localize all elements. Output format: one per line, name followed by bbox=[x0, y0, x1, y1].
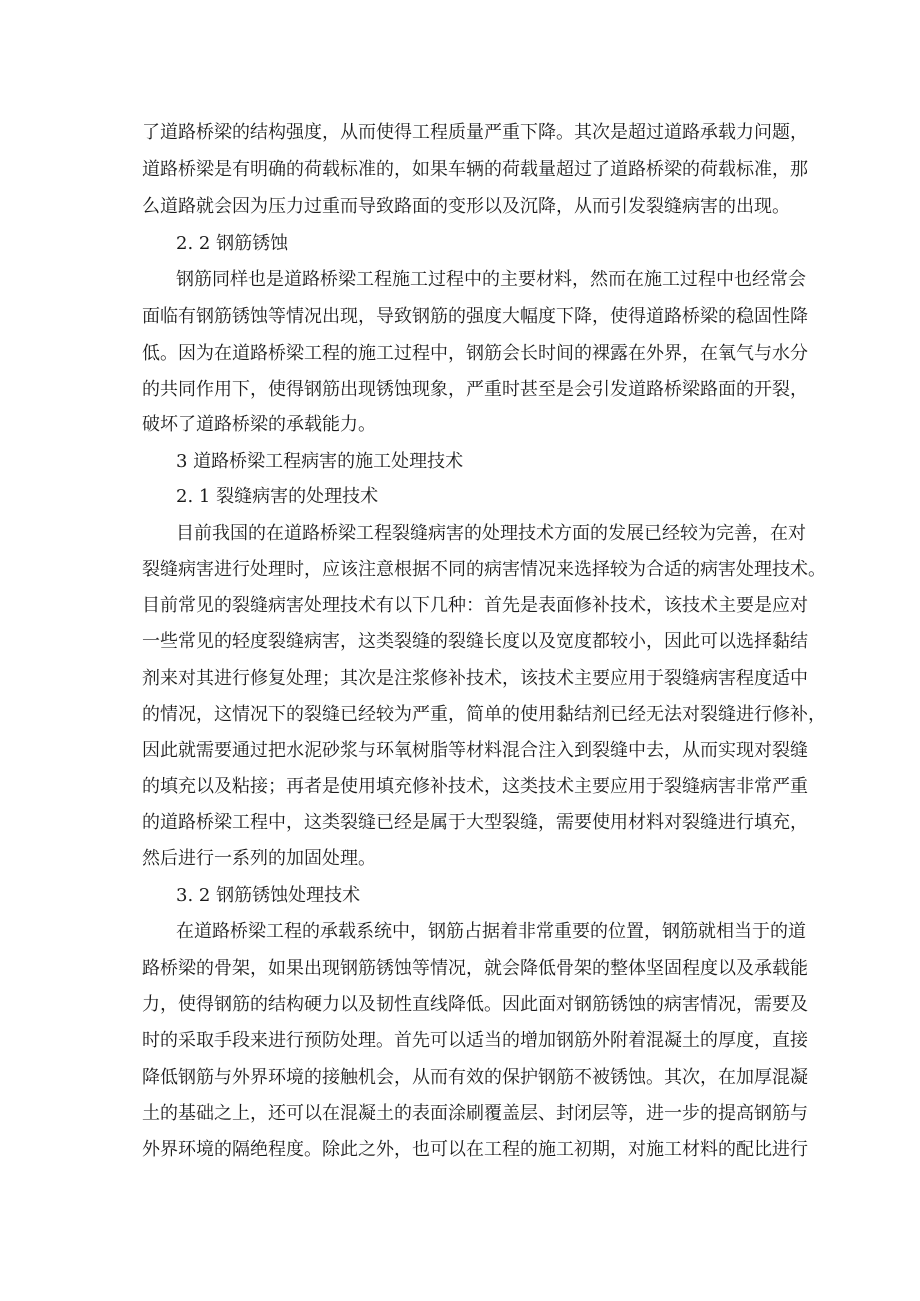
section-heading: 2. 1 裂缝病害的处理技术 bbox=[176, 486, 379, 507]
text-line: 的填充以及粘接；再者是使用填充修补技术，这类技术主要应用于裂缝病害非常严重 bbox=[142, 776, 808, 797]
text-line: 目前我国的在道路桥梁工程裂缝病害的处理技术方面的发展已经较为完善，在对 bbox=[176, 523, 806, 544]
text-line: 的情况，这情况下的裂缝已经较为严重，简单的使用黏结剂已经无法对裂缝进行修补， bbox=[142, 704, 826, 725]
text-line: 的道路桥梁工程中，这类裂缝已经是属于大型裂缝，需要使用材料对裂缝进行填充， bbox=[142, 812, 808, 833]
chapter-heading: 3 道路桥梁工程病害的施工处理技术 bbox=[176, 451, 464, 472]
text-line: 道路桥梁是有明确的荷载标准的，如果车辆的荷载量超过了道路桥梁的荷载标准，那 bbox=[142, 159, 808, 180]
section-heading: 3. 2 钢筋锈蚀处理技术 bbox=[176, 885, 361, 906]
text-line: 破坏了道路桥梁的承载能力。 bbox=[142, 414, 376, 435]
text-line: 因此就需要通过把水泥砂浆与环氧树脂等材料混合注入到裂缝中去，从而实现对裂缝 bbox=[142, 740, 808, 761]
text-line: 降低钢筋与外界环境的接触机会，从而有效的保护钢筋不被锈蚀。其次，在加厚混凝 bbox=[142, 1067, 808, 1088]
text-line: 然后进行一系列的加固处理。 bbox=[142, 848, 376, 869]
text-line: 时的采取手段来进行预防处理。首先可以适当的增加钢筋外附着混凝土的厚度，直接 bbox=[142, 1030, 808, 1051]
text-line: 目前常见的裂缝病害处理技术有以下几种：首先是表面修补技术，该技术主要是应对 bbox=[142, 595, 808, 616]
section-heading: 2. 2 钢筋锈蚀 bbox=[176, 233, 289, 254]
text-line: 了道路桥梁的结构强度，从而使得工程质量严重下降。其次是超过道路承载力问题， bbox=[142, 122, 808, 143]
text-line: 的共同作用下，使得钢筋出现锈蚀现象，严重时甚至是会引发道路桥梁路面的开裂， bbox=[142, 379, 808, 400]
text-line: 一些常见的轻度裂缝病害，这类裂缝的裂缝长度以及宽度都较小，因此可以选择黏结 bbox=[142, 631, 808, 652]
text-line: 路桥梁的骨架，如果出现钢筋锈蚀等情况，就会降低骨架的整体坚固程度以及承载能 bbox=[142, 958, 808, 979]
text-line: 力，使得钢筋的结构硬力以及韧性直线降低。因此面对钢筋锈蚀的病害情况，需要及 bbox=[142, 994, 808, 1015]
text-line: 在道路桥梁工程的承载系统中，钢筋占据着非常重要的位置，钢筋就相当于的道 bbox=[176, 921, 806, 942]
text-line: 钢筋同样也是道路桥梁工程施工过程中的主要材料，然而在施工过程中也经常会 bbox=[176, 269, 806, 290]
text-line: 外界环境的隔绝程度。除此之外，也可以在工程的施工初期，对施工材料的配比进行 bbox=[142, 1139, 808, 1160]
text-line: 剂来对其进行修复处理；其次是注浆修补技术，该技术主要应用于裂缝病害程度适中 bbox=[142, 668, 808, 689]
text-line: 么道路就会因为压力过重而导致路面的变形以及沉降，从而引发裂缝病害的出现。 bbox=[142, 196, 790, 217]
text-line: 低。因为在道路桥梁工程的施工过程中，钢筋会长时间的裸露在外界，在氧气与水分 bbox=[142, 343, 808, 364]
text-line: 面临有钢筋锈蚀等情况出现，导致钢筋的强度大幅度下降，使得道路桥梁的稳固性降 bbox=[142, 306, 808, 327]
text-line: 土的基础之上，还可以在混凝土的表面涂刷覆盖层、封闭层等，进一步的提高钢筋与 bbox=[142, 1103, 808, 1124]
text-line: 裂缝病害进行处理时，应该注意根据不同的病害情况来选择较为合适的病害处理技术。 bbox=[142, 559, 826, 580]
